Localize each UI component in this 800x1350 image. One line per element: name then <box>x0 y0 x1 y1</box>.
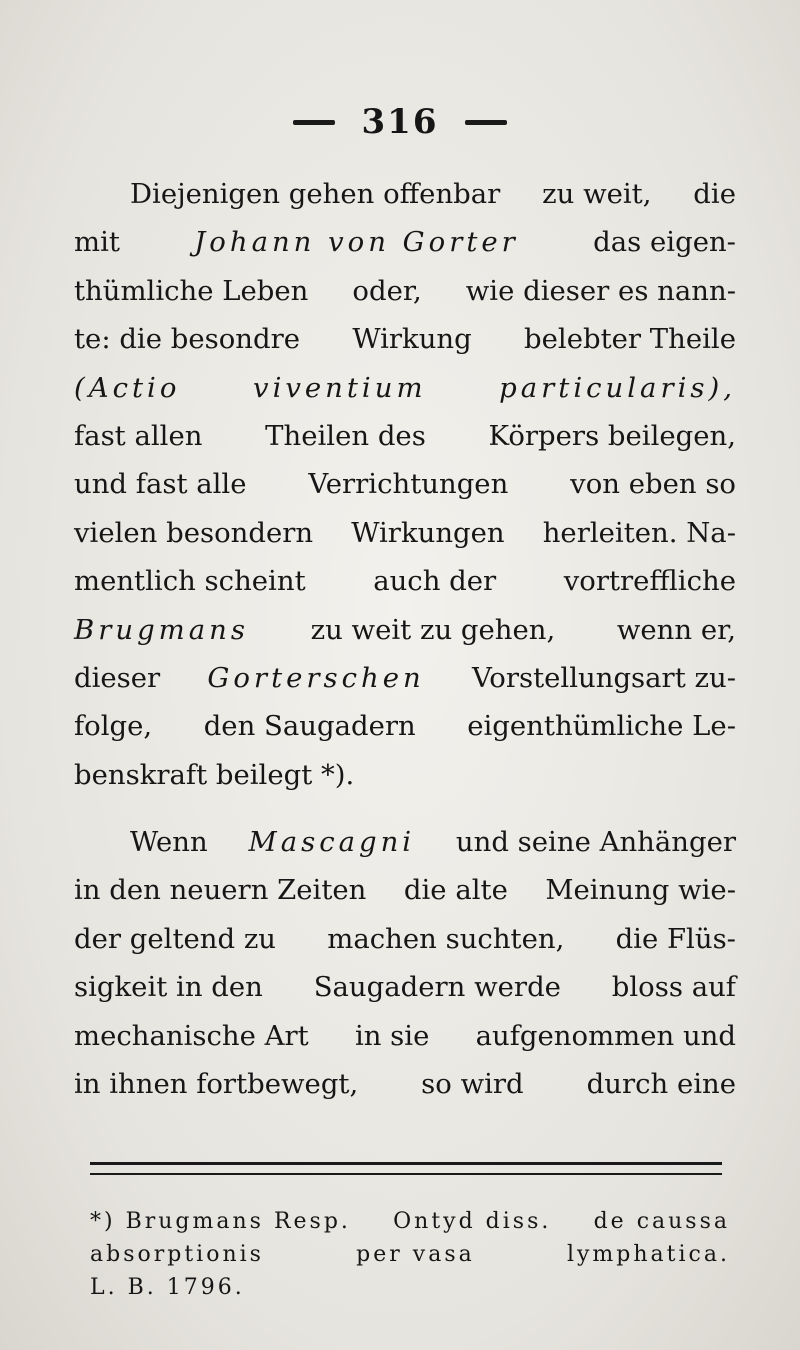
paragraph1-text: Vorstellungsart zu- <box>471 661 736 694</box>
paragraph1-text: herleiten. Na- <box>542 516 736 549</box>
footnote-text: per vasa <box>356 1242 475 1267</box>
paragraph2-text: sigkeit in den <box>74 971 263 1004</box>
paragraph1-text: Gorterschen <box>207 661 425 694</box>
paragraph1-text: und fast alle <box>74 468 247 501</box>
paragraph-2 <box>74 818 736 1108</box>
paragraph2-text: die alte <box>403 874 508 907</box>
footnote-text: L. B. 1796. <box>90 1275 245 1300</box>
paragraph1-line <box>74 170 736 218</box>
paragraph1-line <box>74 557 736 605</box>
paragraph1-line <box>74 702 736 750</box>
paragraph2-text: Mascagni <box>248 826 416 858</box>
paragraph1-text: das eigen- <box>593 226 736 259</box>
paragraph1-text: eigenthümliche Le- <box>467 710 736 743</box>
paragraph2-text: Meinung wie- <box>545 874 736 907</box>
paragraph2-line <box>74 818 736 866</box>
paragraph2-text: Wenn <box>130 826 208 858</box>
footnote <box>90 1205 730 1304</box>
footnote-text: lymphatica. <box>566 1242 730 1267</box>
paragraph2-text: die Flüs- <box>615 922 736 955</box>
paragraph1-line <box>74 267 736 315</box>
paragraph1-line <box>74 218 736 266</box>
header-dash-right <box>465 120 507 125</box>
paragraph1-text: Theilen des <box>265 419 426 452</box>
paragraph1-text: Johann von Gorter <box>194 226 519 259</box>
paragraph1-text: folge, <box>74 710 153 743</box>
paragraph2-text: durch eine <box>586 1067 736 1100</box>
paragraph2-text: und seine Anhänger <box>455 826 736 858</box>
paragraph1-text: Verrichtungen <box>308 468 509 501</box>
footnote-text: de caussa <box>593 1209 730 1234</box>
paragraph2-line <box>74 1012 736 1060</box>
footnote-text: Ontyd diss. <box>393 1209 552 1234</box>
paragraph2-text: in ihnen fortbewegt, <box>74 1067 359 1100</box>
paragraph1-line <box>74 654 736 702</box>
paragraph2-text: Saugadern werde <box>313 971 561 1004</box>
paragraph1-line <box>74 412 736 460</box>
paragraph1-line <box>74 315 736 363</box>
paragraph1-text: wenn er, <box>616 613 736 646</box>
paragraph1-line <box>74 751 736 799</box>
paragraph2-line <box>74 915 736 963</box>
paragraph1-text: fast allen <box>74 419 203 452</box>
paragraph1-text: benskraft beilegt *). <box>74 758 355 791</box>
paragraph1-text: den Saugadern <box>203 710 416 743</box>
paragraph1-text: thümliche Leben <box>74 274 309 307</box>
paragraph1-text: auch der <box>373 565 497 598</box>
paragraph2-text: der geltend zu <box>74 922 277 955</box>
paragraph1-text: von eben so <box>570 468 736 501</box>
paragraph1-text: zu weit, <box>542 178 652 210</box>
paragraph1-text: zu weit zu gehen, <box>310 613 556 646</box>
paragraph1-text: oder, <box>352 274 422 307</box>
paragraph2-line <box>74 866 736 914</box>
paragraph1-text: Wirkung <box>352 323 472 356</box>
paragraph1-text: Brugmans <box>74 613 249 646</box>
paragraph1-text: Wirkungen <box>351 516 505 549</box>
footnote-rule <box>90 1162 722 1175</box>
footnote-line <box>90 1271 730 1304</box>
paragraph1-line <box>74 606 736 654</box>
paragraph2-text: aufgenommen und <box>475 1019 736 1052</box>
paragraph1-text: vortreffliche <box>563 565 736 598</box>
paragraph2-line <box>74 1060 736 1108</box>
paragraph1-text: particularis), <box>499 371 736 404</box>
paragraph1-text: mentlich scheint <box>74 565 306 598</box>
paragraph1-text: (Actio <box>74 371 181 404</box>
paragraph1-text: mit <box>74 226 120 259</box>
paragraph1-line <box>74 509 736 557</box>
paragraph2-line <box>74 963 736 1011</box>
paragraph1-text: viventium <box>253 371 427 404</box>
paragraph1-text: Diejenigen gehen offenbar <box>130 178 501 210</box>
paragraph1-line <box>74 364 736 412</box>
paragraph-1 <box>74 170 736 799</box>
footnote-line <box>90 1238 730 1271</box>
paragraph2-text: machen suchten, <box>327 922 565 955</box>
paragraph2-text: mechanische Art <box>74 1019 309 1052</box>
page-header <box>0 95 800 145</box>
paragraph1-text: belebter Theile <box>524 323 736 356</box>
page-number: 316 <box>361 102 439 142</box>
paragraph1-text: Körpers beilegen, <box>488 419 736 452</box>
paragraph2-text: in den neuern Zeiten <box>74 874 367 907</box>
paragraph2-text: in sie <box>354 1019 430 1052</box>
paragraph2-text: bloss auf <box>611 971 736 1004</box>
paragraph1-line <box>74 460 736 508</box>
header-dash-left <box>293 120 335 125</box>
paragraph2-text: so wird <box>421 1067 524 1100</box>
paragraph1-text: wie dieser es nann- <box>465 274 736 307</box>
paragraph1-text: vielen besondern <box>74 516 314 549</box>
footnote-text: *) Brugmans Resp. <box>90 1209 351 1234</box>
paragraph1-text: die <box>693 178 736 210</box>
footnote-line <box>90 1205 730 1238</box>
paragraph1-text: te: die besondre <box>74 323 301 356</box>
paragraph1-text: dieser <box>74 661 161 694</box>
footnote-text: absorptionis <box>90 1242 264 1267</box>
